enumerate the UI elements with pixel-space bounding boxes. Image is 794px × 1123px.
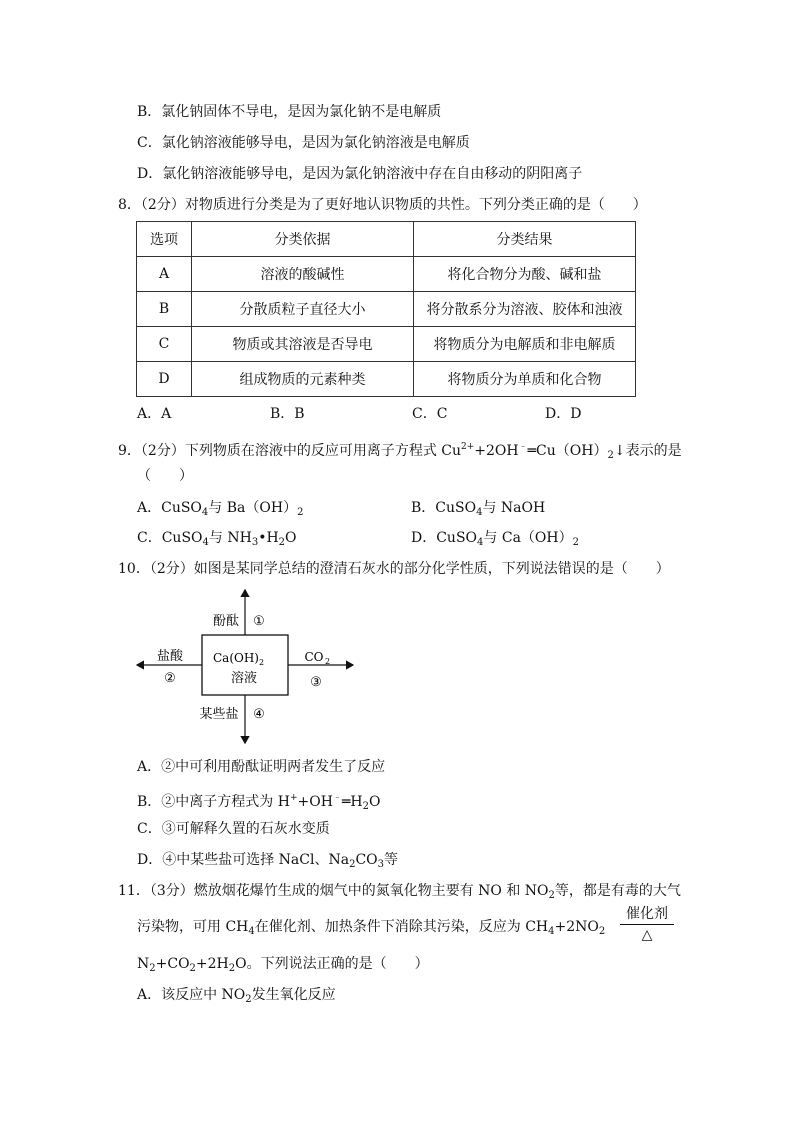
table-header: 分类依据 [192,222,414,257]
center-solution-label: 溶液 [230,671,258,686]
q8-choice-a: A．A [137,406,172,422]
bottom-label: 某些盐 [199,707,239,722]
table-cell: A [137,257,192,292]
table-cell: B [137,292,192,327]
table-cell: 将分散系分为溶液、胶体和浊液 [414,292,636,327]
table-row [137,257,636,292]
q10-option-b: B．②中离子方程式为 $H^++OH^﹣═H_2O$ [137,793,381,812]
q9-option-b: B．CuSO$_4$与 NaOH [411,500,546,518]
classification-table [136,221,636,397]
catalyst-label: 催化剂 [626,906,668,922]
right-label: CO [304,650,324,664]
table-cell: 将化合物分为酸、碱和盐 [414,257,636,292]
q7-option-c: C．氯化钠溶液能够导电，是因为氯化钠溶液是电解质 [137,135,470,151]
q9-option-d: D．CuSO$_4$与 $Ca(OH)_2$ [411,530,579,548]
table-row [137,362,636,397]
table-cell: 物质或其溶液是否导电 [192,327,414,362]
center-formula: Ca(OH) [212,651,260,665]
table-header: 选项 [137,222,192,257]
lime-water-diagram [130,585,360,750]
table-header-row [137,222,636,257]
condition-line [620,924,674,925]
q9-stem: 9．（2分）下列物质在溶液中的反应可用离子方程式 $Cu^{2+}+2OH^﹣═Cu(OH)_2↓$表示的是 [118,442,682,461]
q10-stem: 10．（2分）如图是某同学总结的澄清石灰水的部分化学性质，下列说法错误的是（ ） [118,561,670,577]
reaction-condition [620,905,674,944]
center-formula-sub: 2 [259,658,265,667]
q7-option-d: D．氯化钠溶液能够导电，是因为氯化钠溶液中存在自由移动的阴阳离子 [137,166,583,182]
table-header: 分类结果 [414,222,636,257]
table-cell: D [137,362,192,397]
q8-choice-b: B．B [270,406,305,422]
right-label-sub: 2 [325,657,331,666]
table-cell: 分散质粒子直径大小 [192,292,414,327]
q10-option-d: D．④中某些盐可选择 NaCl、$Na_2CO_3$等 [137,852,399,870]
right-number: ③ [310,675,322,690]
q11-stem-line1: 11．（3分）燃放烟花爆竹生成的烟气中的氮氧化物主要有 NO 和 $NO_2$等，都是有毒的大气 [118,883,681,901]
q9-option-a: A．CuSO$_4$与 $Ba(OH)_2$ [137,500,304,518]
q8-stem: 8．（2分）对物质进行分类是为了更好地认识物质的共性。下列分类正确的是（ ） [118,197,647,213]
center-box [202,635,288,695]
table-row [137,327,636,362]
table-cell: C [137,327,192,362]
q8-choice-d: D．D [545,406,582,422]
top-number: ① [253,614,265,629]
left-number: ② [164,671,176,686]
q10-option-a: A．②中可利用酚酞证明两者发生了反应 [137,759,386,775]
table-cell: 将物质分为单质和化合物 [414,362,636,397]
heat-symbol: △ [641,927,653,943]
table-row [137,292,636,327]
table-cell: 溶液的酸碱性 [192,257,414,292]
bottom-number: ④ [253,707,265,722]
q11-stem-line2: 污染物，可用 $CH_4$在催化剂、加热条件下消除其污染，反应为 $CH_4+2NO_2$ [137,919,606,937]
q11-option-a: A．该反应中 $NO_2$发生氧化反应 [137,987,336,1005]
table-cell: 将物质分为电解质和非电解质 [414,327,636,362]
q7-option-b: B．氯化钠固体不导电，是因为氯化钠不是电解质 [137,104,442,120]
q11-stem-line3: $N_2+CO_2+2H_2O$。下列说法正确的是（ ） [137,956,429,974]
q9-answer-paren: （ ） [137,468,193,484]
q9-option-c: C．CuSO$_4$与 $NH_3•H_2O$ [137,530,297,548]
top-label: 酚酞 [212,614,240,629]
q8-choice-c: C．C [412,406,448,422]
q10-option-c: C．③可解释久置的石灰水变质 [137,821,330,837]
table-cell: 组成物质的元素种类 [192,362,414,397]
left-label: 盐酸 [156,649,184,664]
